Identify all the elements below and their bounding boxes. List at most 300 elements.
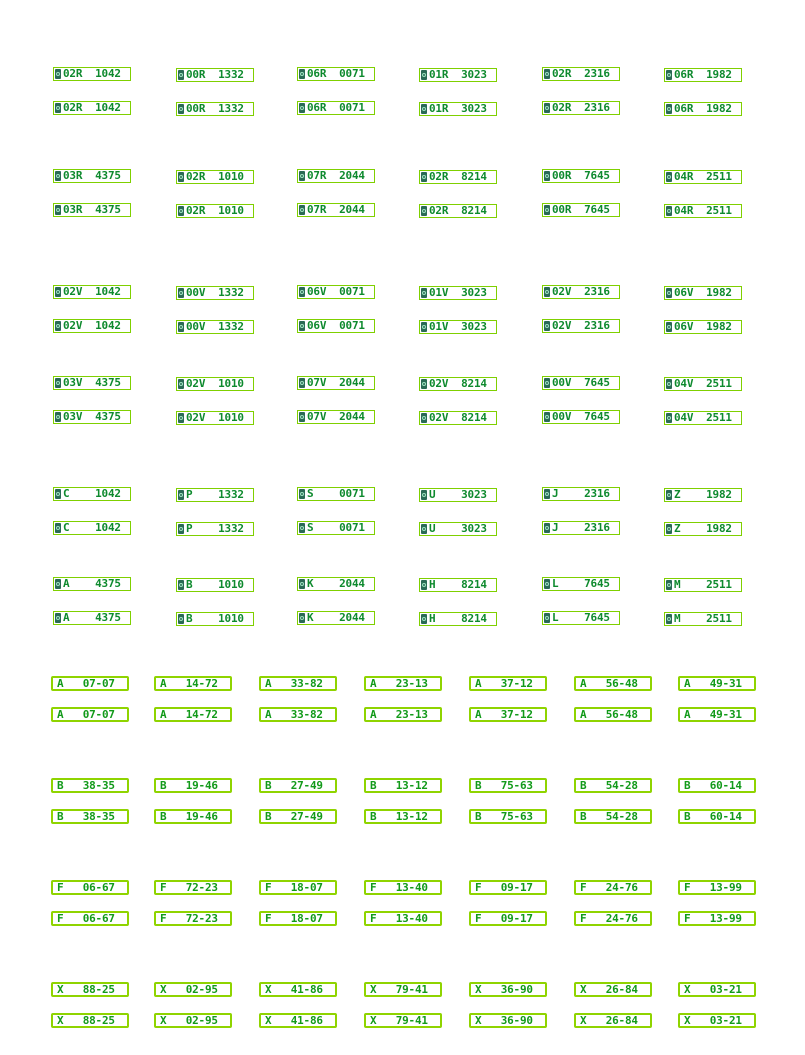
license-plate bbox=[542, 376, 620, 390]
plate-number: F 06-67 bbox=[57, 912, 115, 925]
license-plate bbox=[154, 676, 232, 691]
license-plate bbox=[259, 809, 337, 824]
license-plate bbox=[419, 578, 497, 592]
plate-number: X 02-95 bbox=[160, 1014, 218, 1027]
plate-number: 01R 3023 bbox=[429, 102, 487, 115]
plate-flag-icon bbox=[178, 490, 184, 500]
plate-flag-icon bbox=[421, 614, 427, 624]
plate-flag-icon bbox=[421, 379, 427, 389]
plate-number: X 41-86 bbox=[265, 1014, 323, 1027]
license-plate bbox=[297, 410, 375, 424]
license-plate bbox=[678, 880, 756, 895]
license-plate bbox=[542, 410, 620, 424]
license-plate bbox=[574, 982, 652, 997]
plate-number: B 19-46 bbox=[160, 810, 218, 823]
plate-flag-icon bbox=[55, 412, 61, 422]
plate-flag-icon bbox=[421, 70, 427, 80]
plate-flag-icon bbox=[666, 322, 672, 332]
license-plate bbox=[176, 320, 254, 334]
license-plate bbox=[574, 676, 652, 691]
plate-flag-icon bbox=[421, 322, 427, 332]
plate-number: 00R 1332 bbox=[186, 68, 244, 81]
plate-number: U 3023 bbox=[429, 488, 487, 501]
plate-flag-icon bbox=[421, 580, 427, 590]
license-plate bbox=[664, 170, 742, 184]
plate-flag-icon bbox=[544, 378, 550, 388]
plate-number: A 23-13 bbox=[370, 708, 428, 721]
plate-flag-icon bbox=[299, 287, 305, 297]
license-plate bbox=[297, 577, 375, 591]
plate-number: B 75-63 bbox=[475, 810, 533, 823]
license-plate bbox=[154, 1013, 232, 1028]
plate-number: 01V 3023 bbox=[429, 286, 487, 299]
license-plate bbox=[53, 285, 131, 299]
license-plate bbox=[419, 204, 497, 218]
plate-flag-icon bbox=[55, 523, 61, 533]
license-plate bbox=[664, 612, 742, 626]
plate-flag-icon bbox=[544, 579, 550, 589]
plate-number: B 60-14 bbox=[684, 810, 742, 823]
license-plate bbox=[664, 411, 742, 425]
license-plate bbox=[154, 880, 232, 895]
plate-number: Z 1982 bbox=[674, 488, 732, 501]
license-plate bbox=[176, 522, 254, 536]
license-plate bbox=[678, 1013, 756, 1028]
license-plate bbox=[419, 522, 497, 536]
plate-flag-icon bbox=[55, 103, 61, 113]
license-plate bbox=[542, 169, 620, 183]
plate-flag-icon bbox=[666, 490, 672, 500]
license-plate bbox=[259, 778, 337, 793]
license-plate bbox=[419, 411, 497, 425]
plate-flag-icon bbox=[544, 489, 550, 499]
license-plate bbox=[259, 880, 337, 895]
plate-number: F 18-07 bbox=[265, 912, 323, 925]
plate-number: A 4375 bbox=[63, 611, 121, 624]
license-plate bbox=[419, 68, 497, 82]
license-plate bbox=[53, 101, 131, 115]
plate-number: A 07-07 bbox=[57, 677, 115, 690]
plate-number: F 09-17 bbox=[475, 881, 533, 894]
plate-flag-icon bbox=[55, 378, 61, 388]
plate-number: A 23-13 bbox=[370, 677, 428, 690]
plate-number: B 38-35 bbox=[57, 779, 115, 792]
license-plate bbox=[51, 778, 129, 793]
plate-number: B 54-28 bbox=[580, 779, 638, 792]
plate-number: 04R 2511 bbox=[674, 204, 732, 217]
license-plate bbox=[664, 320, 742, 334]
plate-number: 04R 2511 bbox=[674, 170, 732, 183]
license-plate bbox=[364, 1013, 442, 1028]
license-plate bbox=[154, 809, 232, 824]
license-plate bbox=[297, 521, 375, 535]
license-plate bbox=[542, 101, 620, 115]
plate-number: 01V 3023 bbox=[429, 320, 487, 333]
plate-flag-icon bbox=[421, 206, 427, 216]
plate-number: B 38-35 bbox=[57, 810, 115, 823]
plate-flag-icon bbox=[666, 70, 672, 80]
license-plate bbox=[469, 778, 547, 793]
license-plate bbox=[53, 203, 131, 217]
plate-flag-icon bbox=[666, 172, 672, 182]
plate-number: B 54-28 bbox=[580, 810, 638, 823]
plate-flag-icon bbox=[55, 205, 61, 215]
plate-flag-icon bbox=[55, 69, 61, 79]
plate-number: M 2511 bbox=[674, 578, 732, 591]
license-plate bbox=[51, 809, 129, 824]
plate-flag-icon bbox=[544, 412, 550, 422]
plate-number: H 8214 bbox=[429, 612, 487, 625]
plate-flag-icon bbox=[55, 321, 61, 331]
license-plate bbox=[364, 809, 442, 824]
plate-flag-icon bbox=[178, 524, 184, 534]
plate-number: J 2316 bbox=[552, 521, 610, 534]
license-plate bbox=[259, 982, 337, 997]
plate-number: F 24-76 bbox=[580, 881, 638, 894]
license-plate bbox=[664, 522, 742, 536]
plate-flag-icon bbox=[299, 489, 305, 499]
plate-number: A 56-48 bbox=[580, 677, 638, 690]
license-plate bbox=[664, 488, 742, 502]
plate-number: X 36-90 bbox=[475, 983, 533, 996]
plate-number: 02V 1042 bbox=[63, 319, 121, 332]
plate-number: A 33-82 bbox=[265, 677, 323, 690]
plate-number: 02V 1042 bbox=[63, 285, 121, 298]
plate-number: X 26-84 bbox=[580, 983, 638, 996]
plate-number: 07V 2044 bbox=[307, 410, 365, 423]
plate-number: 06R 1982 bbox=[674, 68, 732, 81]
plate-number: X 03-21 bbox=[684, 1014, 742, 1027]
plate-flag-icon bbox=[544, 171, 550, 181]
plate-number: X 79-41 bbox=[370, 983, 428, 996]
license-plate bbox=[664, 286, 742, 300]
plate-number: 04V 2511 bbox=[674, 377, 732, 390]
plate-number: L 7645 bbox=[552, 611, 610, 624]
plate-number: A 14-72 bbox=[160, 708, 218, 721]
license-plate bbox=[419, 377, 497, 391]
plate-flag-icon bbox=[178, 580, 184, 590]
license-plate bbox=[419, 170, 497, 184]
plate-flag-icon bbox=[544, 103, 550, 113]
plate-flag-icon bbox=[666, 580, 672, 590]
plate-flag-icon bbox=[178, 413, 184, 423]
plate-flag-icon bbox=[666, 206, 672, 216]
plate-flag-icon bbox=[299, 205, 305, 215]
license-plate bbox=[574, 911, 652, 926]
plate-number: 02V 2316 bbox=[552, 285, 610, 298]
plate-flag-icon bbox=[178, 172, 184, 182]
license-plate bbox=[542, 203, 620, 217]
plate-flag-icon bbox=[544, 523, 550, 533]
plate-number: 02R 1042 bbox=[63, 101, 121, 114]
license-plate bbox=[259, 707, 337, 722]
license-plate bbox=[574, 880, 652, 895]
license-plate bbox=[297, 487, 375, 501]
plate-number: 06V 1982 bbox=[674, 320, 732, 333]
license-plate bbox=[469, 880, 547, 895]
plate-number: A 07-07 bbox=[57, 708, 115, 721]
license-plate bbox=[542, 285, 620, 299]
license-plate bbox=[678, 778, 756, 793]
plate-number: A 49-31 bbox=[684, 708, 742, 721]
license-plate bbox=[469, 1013, 547, 1028]
plate-number: C 1042 bbox=[63, 521, 121, 534]
plate-flag-icon bbox=[666, 614, 672, 624]
license-plate bbox=[259, 676, 337, 691]
license-plate bbox=[297, 611, 375, 625]
license-plate bbox=[176, 377, 254, 391]
plate-number: 00R 1332 bbox=[186, 102, 244, 115]
plate-number: B 60-14 bbox=[684, 779, 742, 792]
license-plate bbox=[297, 285, 375, 299]
plate-number: B 27-49 bbox=[265, 779, 323, 792]
license-plate bbox=[364, 778, 442, 793]
plate-flag-icon bbox=[299, 321, 305, 331]
plate-number: 02V 2316 bbox=[552, 319, 610, 332]
plate-number: A 37-12 bbox=[475, 708, 533, 721]
plate-number: F 13-40 bbox=[370, 912, 428, 925]
license-plate bbox=[364, 982, 442, 997]
plate-flag-icon bbox=[666, 288, 672, 298]
plate-number: Z 1982 bbox=[674, 522, 732, 535]
license-plate bbox=[664, 578, 742, 592]
plate-number: 04V 2511 bbox=[674, 411, 732, 424]
plate-flag-icon bbox=[299, 378, 305, 388]
license-plate bbox=[574, 707, 652, 722]
plate-number: S 0071 bbox=[307, 487, 365, 500]
plate-flag-icon bbox=[178, 379, 184, 389]
plate-flag-icon bbox=[421, 104, 427, 114]
license-plate bbox=[664, 102, 742, 116]
plate-number: 07R 2044 bbox=[307, 169, 365, 182]
plate-number: C 1042 bbox=[63, 487, 121, 500]
license-plate bbox=[542, 67, 620, 81]
license-plate bbox=[53, 521, 131, 535]
plate-number: F 72-23 bbox=[160, 912, 218, 925]
license-plate bbox=[419, 320, 497, 334]
plate-number: F 18-07 bbox=[265, 881, 323, 894]
license-plate bbox=[469, 911, 547, 926]
license-plate bbox=[469, 707, 547, 722]
license-plate bbox=[542, 487, 620, 501]
license-plate bbox=[419, 102, 497, 116]
plate-number: S 0071 bbox=[307, 521, 365, 534]
license-plate bbox=[176, 170, 254, 184]
license-plate bbox=[176, 488, 254, 502]
plate-number: 06R 0071 bbox=[307, 101, 365, 114]
plate-number: X 03-21 bbox=[684, 983, 742, 996]
plate-flag-icon bbox=[666, 524, 672, 534]
plate-number: 06V 0071 bbox=[307, 319, 365, 332]
plate-flag-icon bbox=[55, 171, 61, 181]
license-plate bbox=[297, 203, 375, 217]
plate-flag-icon bbox=[544, 321, 550, 331]
plate-flag-icon bbox=[299, 523, 305, 533]
plate-number: 00R 7645 bbox=[552, 203, 610, 216]
license-plate bbox=[51, 982, 129, 997]
plate-number: L 7645 bbox=[552, 577, 610, 590]
plate-number: A 49-31 bbox=[684, 677, 742, 690]
license-plate bbox=[53, 319, 131, 333]
plate-number: X 88-25 bbox=[57, 1014, 115, 1027]
license-plate bbox=[469, 676, 547, 691]
plate-number: 03V 4375 bbox=[63, 376, 121, 389]
plate-flag-icon bbox=[544, 205, 550, 215]
plate-number: 03R 4375 bbox=[63, 169, 121, 182]
plate-flag-icon bbox=[544, 69, 550, 79]
plate-flag-icon bbox=[55, 287, 61, 297]
plate-flag-icon bbox=[421, 490, 427, 500]
plate-number: B 27-49 bbox=[265, 810, 323, 823]
plate-flag-icon bbox=[666, 379, 672, 389]
license-plate bbox=[51, 911, 129, 926]
license-plate bbox=[542, 611, 620, 625]
license-plate bbox=[154, 982, 232, 997]
plate-number: 01R 3023 bbox=[429, 68, 487, 81]
license-plate bbox=[419, 488, 497, 502]
plate-number: F 13-40 bbox=[370, 881, 428, 894]
plate-number: 06R 0071 bbox=[307, 67, 365, 80]
plate-flag-icon bbox=[299, 171, 305, 181]
license-plate bbox=[297, 376, 375, 390]
license-plate bbox=[574, 809, 652, 824]
plate-number: H 8214 bbox=[429, 578, 487, 591]
plate-flag-icon bbox=[666, 104, 672, 114]
plate-number: 00V 1332 bbox=[186, 286, 244, 299]
license-plate bbox=[154, 911, 232, 926]
license-plate bbox=[678, 707, 756, 722]
plate-number: 02R 2316 bbox=[552, 67, 610, 80]
plate-number: B 13-12 bbox=[370, 810, 428, 823]
plate-number: B 1010 bbox=[186, 578, 244, 591]
license-plate bbox=[678, 676, 756, 691]
license-plate bbox=[542, 319, 620, 333]
plate-number: F 13-99 bbox=[684, 912, 742, 925]
license-plate bbox=[53, 376, 131, 390]
plate-flag-icon bbox=[55, 579, 61, 589]
plate-number: 02V 8214 bbox=[429, 411, 487, 424]
plate-number: A 56-48 bbox=[580, 708, 638, 721]
plate-number: U 3023 bbox=[429, 522, 487, 535]
plate-number: 00V 7645 bbox=[552, 376, 610, 389]
plate-flag-icon bbox=[178, 288, 184, 298]
plate-number: 07R 2044 bbox=[307, 203, 365, 216]
license-plate bbox=[678, 911, 756, 926]
license-plate bbox=[574, 1013, 652, 1028]
license-plate bbox=[51, 707, 129, 722]
plate-number: X 02-95 bbox=[160, 983, 218, 996]
license-plate bbox=[364, 676, 442, 691]
license-plate bbox=[259, 911, 337, 926]
license-plate bbox=[364, 911, 442, 926]
plate-flag-icon bbox=[299, 412, 305, 422]
plate-number: B 1010 bbox=[186, 612, 244, 625]
license-plate bbox=[53, 577, 131, 591]
license-plate bbox=[53, 410, 131, 424]
license-plate bbox=[53, 67, 131, 81]
plate-number: A 37-12 bbox=[475, 677, 533, 690]
plate-number: F 09-17 bbox=[475, 912, 533, 925]
license-plate bbox=[176, 612, 254, 626]
license-plate bbox=[176, 68, 254, 82]
license-plate bbox=[678, 809, 756, 824]
plate-number: K 2044 bbox=[307, 577, 365, 590]
plate-number: 02R 1010 bbox=[186, 170, 244, 183]
license-plate bbox=[297, 67, 375, 81]
license-plate bbox=[51, 880, 129, 895]
license-plate bbox=[297, 319, 375, 333]
plate-number: 02V 1010 bbox=[186, 411, 244, 424]
plate-number: 06V 1982 bbox=[674, 286, 732, 299]
license-plate bbox=[154, 778, 232, 793]
plate-flag-icon bbox=[55, 489, 61, 499]
license-plate bbox=[176, 578, 254, 592]
license-plate bbox=[419, 286, 497, 300]
plate-number: F 24-76 bbox=[580, 912, 638, 925]
plate-number: 06V 0071 bbox=[307, 285, 365, 298]
plate-flag-icon bbox=[299, 579, 305, 589]
plate-number: A 14-72 bbox=[160, 677, 218, 690]
plate-flag-icon bbox=[178, 614, 184, 624]
plate-number: 03V 4375 bbox=[63, 410, 121, 423]
plate-number: B 13-12 bbox=[370, 779, 428, 792]
plate-number: X 41-86 bbox=[265, 983, 323, 996]
plate-number: A 4375 bbox=[63, 577, 121, 590]
plate-number: X 88-25 bbox=[57, 983, 115, 996]
license-plate bbox=[678, 982, 756, 997]
license-plate bbox=[664, 377, 742, 391]
plate-number: 00V 7645 bbox=[552, 410, 610, 423]
plate-number: M 2511 bbox=[674, 612, 732, 625]
plate-number: 02V 8214 bbox=[429, 377, 487, 390]
license-plate bbox=[51, 1013, 129, 1028]
plate-flag-icon bbox=[299, 613, 305, 623]
license-plate bbox=[364, 880, 442, 895]
license-plate bbox=[574, 778, 652, 793]
plate-number: X 79-41 bbox=[370, 1014, 428, 1027]
plate-number: B 75-63 bbox=[475, 779, 533, 792]
plate-flag-icon bbox=[421, 524, 427, 534]
plate-number: 02V 1010 bbox=[186, 377, 244, 390]
plate-number: 06R 1982 bbox=[674, 102, 732, 115]
plate-number: X 26-84 bbox=[580, 1014, 638, 1027]
plate-flag-icon bbox=[299, 103, 305, 113]
plate-flag-icon bbox=[178, 322, 184, 332]
plate-flag-icon bbox=[666, 413, 672, 423]
plate-flag-icon bbox=[544, 287, 550, 297]
plate-number: K 2044 bbox=[307, 611, 365, 624]
plate-flag-icon bbox=[421, 413, 427, 423]
license-plate bbox=[53, 611, 131, 625]
plate-number: P 1332 bbox=[186, 488, 244, 501]
plate-number: A 33-82 bbox=[265, 708, 323, 721]
license-plate bbox=[297, 101, 375, 115]
plate-number: X 36-90 bbox=[475, 1014, 533, 1027]
plate-flag-icon bbox=[178, 104, 184, 114]
license-plate bbox=[419, 612, 497, 626]
plate-number: P 1332 bbox=[186, 522, 244, 535]
license-plate bbox=[259, 1013, 337, 1028]
license-plate bbox=[53, 169, 131, 183]
plate-number: F 13-99 bbox=[684, 881, 742, 894]
license-plate bbox=[469, 809, 547, 824]
plate-flag-icon bbox=[178, 206, 184, 216]
plate-flag-icon bbox=[299, 69, 305, 79]
license-plate bbox=[364, 707, 442, 722]
plate-number: 02R 8214 bbox=[429, 204, 487, 217]
plate-flag-icon bbox=[421, 288, 427, 298]
plate-flag-icon bbox=[421, 172, 427, 182]
